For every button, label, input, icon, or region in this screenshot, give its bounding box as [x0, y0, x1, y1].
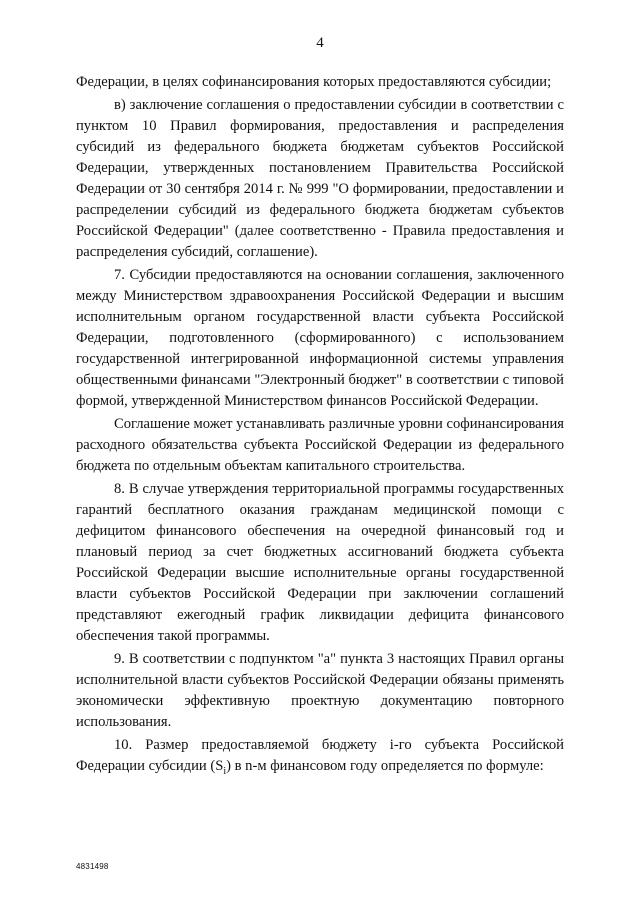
paragraph: в) заключение соглашения о предоставлении субсидии в соответствии с пунктом 10 Правил формирования, предоставления и распределения субсидий из федерального бюджета бюджетам субъектов Российской Федерации, утвержденных постановлением Правительства Российской Федерации от 30 сентября 2014 г. № 999 "О формировании, предоставлении и распределении субсидий из федерального бюджета бюджетам субъектов Российской Федерации" (далее соответственно - Правила предоставления и распределения субсидий, соглашение).: [76, 97, 564, 260]
paragraph-10-formula-intro: [76, 735, 564, 777]
document-code: 4831498: [76, 862, 109, 871]
page-number: 4: [316, 35, 324, 51]
paragraph: Соглашение может устанавливать различные уровни софинансирования расходного обязательства субъекта Российской Федерации из федерального бюджета по отдельным объектам капитального строительства.: [76, 416, 564, 474]
paragraph: 7. Субсидии предоставляются на основании соглашения, заключенного между Министерством здравоохранения Российской Федерации и высшим исполнительным органом государственной власти субъекта Российской Федерации, подготовленного (сформированного) с использованием государственной интегрированной информационной системы управления общественными финансами "Электронный бюджет" в соответствии с типовой формой, утвержденной Министерством финансов Российской Федерации.: [76, 267, 564, 409]
subsidy-subscript-i: i: [223, 765, 227, 777]
paragraph: 8. В случае утверждения территориальной программы государственных гарантий бесплатного оказания гражданам медицинской помощи с дефицитом финансового обеспечения на очередной финансовый год и плановый период за счет бюджетных ассигнований бюджета субъекта Российской Федерации высшие исполнительные органы государственной власти субъектов Российской Федерации при заключении соглашений представляют ежегодный график ликвидации дефицита финансового обеспечения такой программы.: [76, 481, 564, 644]
paragraph: Федерации, в целях софинансирования которых предоставляются субсидии;: [76, 74, 552, 90]
paragraph: 9. В соответствии с подпунктом "а" пункта 3 настоящих Правил органы исполнительной власти субъектов Российской Федерации обязаны применять экономически эффективную проектную документацию повторного использования.: [76, 651, 564, 730]
formula-intro-tail: ) в n-м финансовом году определяется по формуле:: [226, 758, 544, 774]
formula-intro-text: 10. Размер предоставляемой бюджету i-го субъекта Российской Федерации субсидии (S: [76, 737, 564, 774]
document-body: [76, 72, 564, 779]
